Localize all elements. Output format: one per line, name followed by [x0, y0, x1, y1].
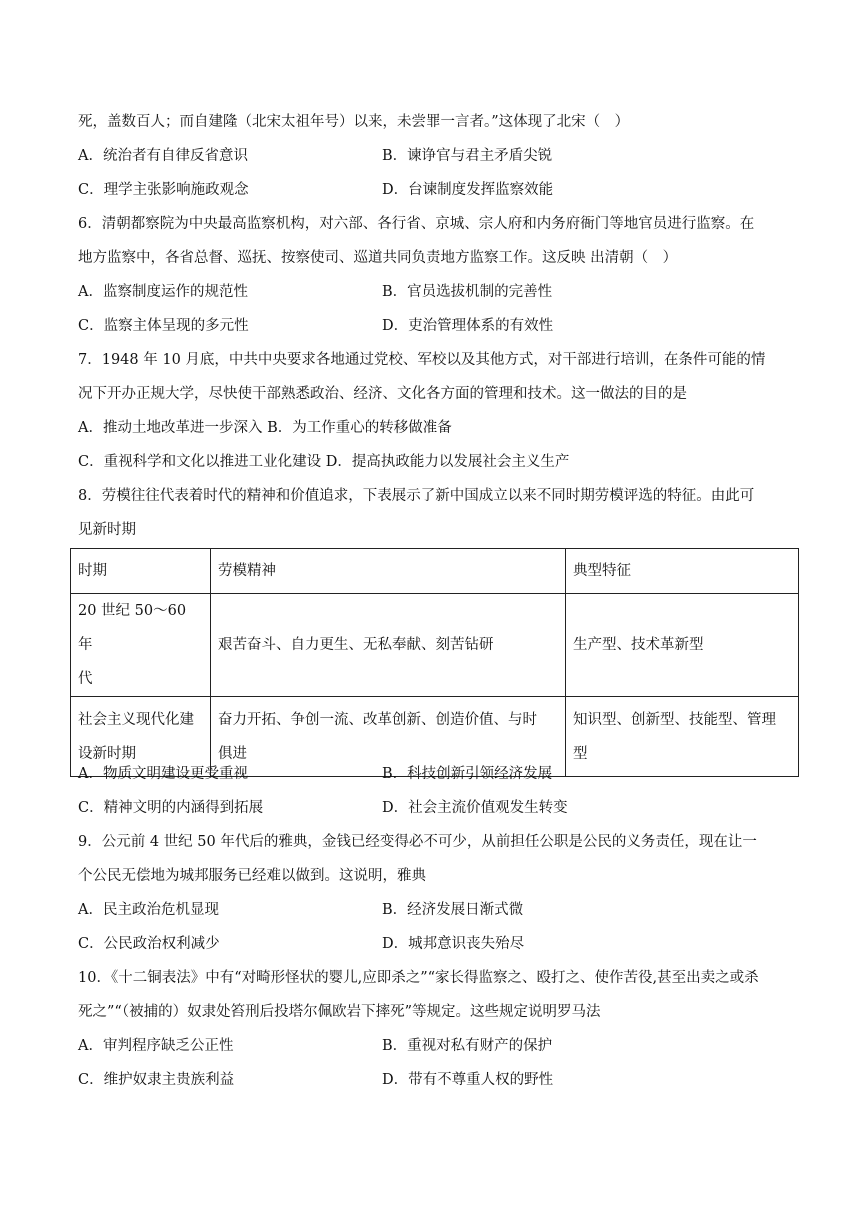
q8-option-d: D．社会主流价值观发生转变 [382, 800, 568, 816]
cell-line: 代 [78, 671, 93, 687]
cell-line: 型 [573, 745, 588, 762]
q9-option-a: A．民主政治危机显现 [78, 902, 219, 918]
cell-line: 社会主义现代化建 [78, 711, 194, 728]
cell-line: 俱进 [218, 745, 247, 762]
cell-line: 设新时期 [78, 745, 136, 762]
q5-option-b: B．谏诤官与君主矛盾尖锐 [382, 148, 553, 164]
q10-stem-line-2: 死之”“（被捕的）奴隶处笞刑后投塔尔佩欧岩下摔死”等规定。这些规定说明罗马法 [78, 1004, 601, 1020]
q7-stem-line-2: 况下开办正规大学，尽快使干部熟悉政治、经济、文化各方面的管理和技术。这一做法的目的是 [78, 386, 687, 402]
q6-option-b: B．官员选拔机制的完善性 [382, 284, 553, 300]
cell-line: 艰苦奋斗、自力更生、无私奉献、刻苦钻研 [218, 637, 494, 653]
table-header-row [71, 549, 799, 594]
labor-model-table [70, 548, 799, 777]
table-row [71, 594, 799, 697]
q8-stem-line-1: 8．劳模往往代表着时代的精神和价值追求，下表展示了新中国成立以来不同时期劳模评选的特征。由此可 [78, 488, 755, 504]
cell-line: 知识型、创新型、技能型、管理 [573, 711, 776, 728]
table-cell-period [71, 594, 211, 697]
q10-option-d: D．带有不尊重人权的野性 [382, 1072, 554, 1088]
table-header-spirit: 劳模精神 [211, 549, 566, 594]
table-header-period: 时期 [71, 549, 211, 594]
cell-line: 20 世纪 50～60 年 [78, 603, 187, 653]
q5-option-d: D．台谏制度发挥监察效能 [382, 182, 554, 198]
q5-option-a: A．统治者有自律反省意识 [78, 148, 248, 164]
cell-line: 奋力开拓、争创一流、改革创新、创造价值、与时 [218, 711, 537, 728]
q10-option-b: B．重视对私有财产的保护 [382, 1038, 553, 1054]
q8-option-c: C．精神文明的内涵得到拓展 [78, 800, 264, 816]
q7-option-ab: A．推动土地改革进一步深入 B．为工作重心的转移做准备 [78, 420, 452, 436]
q8-option-a: A．物质文明建设更受重视 [78, 766, 248, 782]
table-cell-feature [566, 697, 799, 777]
q6-stem-line-1: 6．清朝都察院为中央最高监察机构，对六部、各行省、京城、宗人府和内务府衙门等地官员进行监察。在 [78, 216, 755, 232]
q9-option-b: B．经济发展日渐式微 [382, 902, 524, 918]
q6-stem-line-2: 地方监察中，各省总督、巡抚、按察使司、巡道共同负责地方监察工作。这反映 出清朝（ ） [78, 250, 678, 266]
q6-option-d: D．吏治管理体系的有效性 [382, 318, 554, 334]
q10-option-a: A．审判程序缺乏公正性 [78, 1038, 234, 1054]
table-cell-feature [566, 594, 799, 697]
q10-option-c: C．维护奴隶主贵族利益 [78, 1072, 235, 1088]
q5-option-c: C．理学主张影响施政观念 [78, 182, 249, 198]
q7-stem-line-1: 7．1948 年 10 月底，中共中央要求各地通过党校、军校以及其他方式，对干部进行培训，在条件可能的情 [78, 352, 766, 368]
q7-option-cd: C．重视科学和文化以推进工业化建设 D．提高执政能力以发展社会主义生产 [78, 454, 570, 470]
q8-option-b: B．科技创新引领经济发展 [382, 766, 553, 782]
q9-option-c: C．公民政治权利减少 [78, 936, 220, 952]
cell-line: 生产型、技术革新型 [573, 637, 704, 653]
q8-stem-line-2: 见新时期 [78, 522, 136, 538]
table-header-feature: 典型特征 [566, 549, 799, 594]
q9-stem-line-2: 个公民无偿地为城邦服务已经难以做到。这说明，雅典 [78, 868, 426, 884]
q6-option-c: C．监察主体呈现的多元性 [78, 318, 249, 334]
table-cell-spirit [211, 594, 566, 697]
q9-option-d: D．城邦意识丧失殆尽 [382, 936, 525, 952]
q9-stem-line-1: 9．公元前 4 世纪 50 年代后的雅典，金钱已经变得必不可少，从前担任公职是公民的义务责任，现在让一 [78, 834, 757, 850]
q5-stem-continuation: 死，盖数百人；而自建隆（北宋太祖年号）以来，未尝罪一言者。”这体现了北宋（ ） [78, 114, 630, 130]
q10-stem-line-1: 10．《十二铜表法》中有“对畸形怪状的婴儿,应即杀之”“家长得监察之、殴打之、使作苦役,甚至出卖之或杀 [78, 970, 759, 986]
q6-option-a: A．监察制度运作的规范性 [78, 284, 248, 300]
